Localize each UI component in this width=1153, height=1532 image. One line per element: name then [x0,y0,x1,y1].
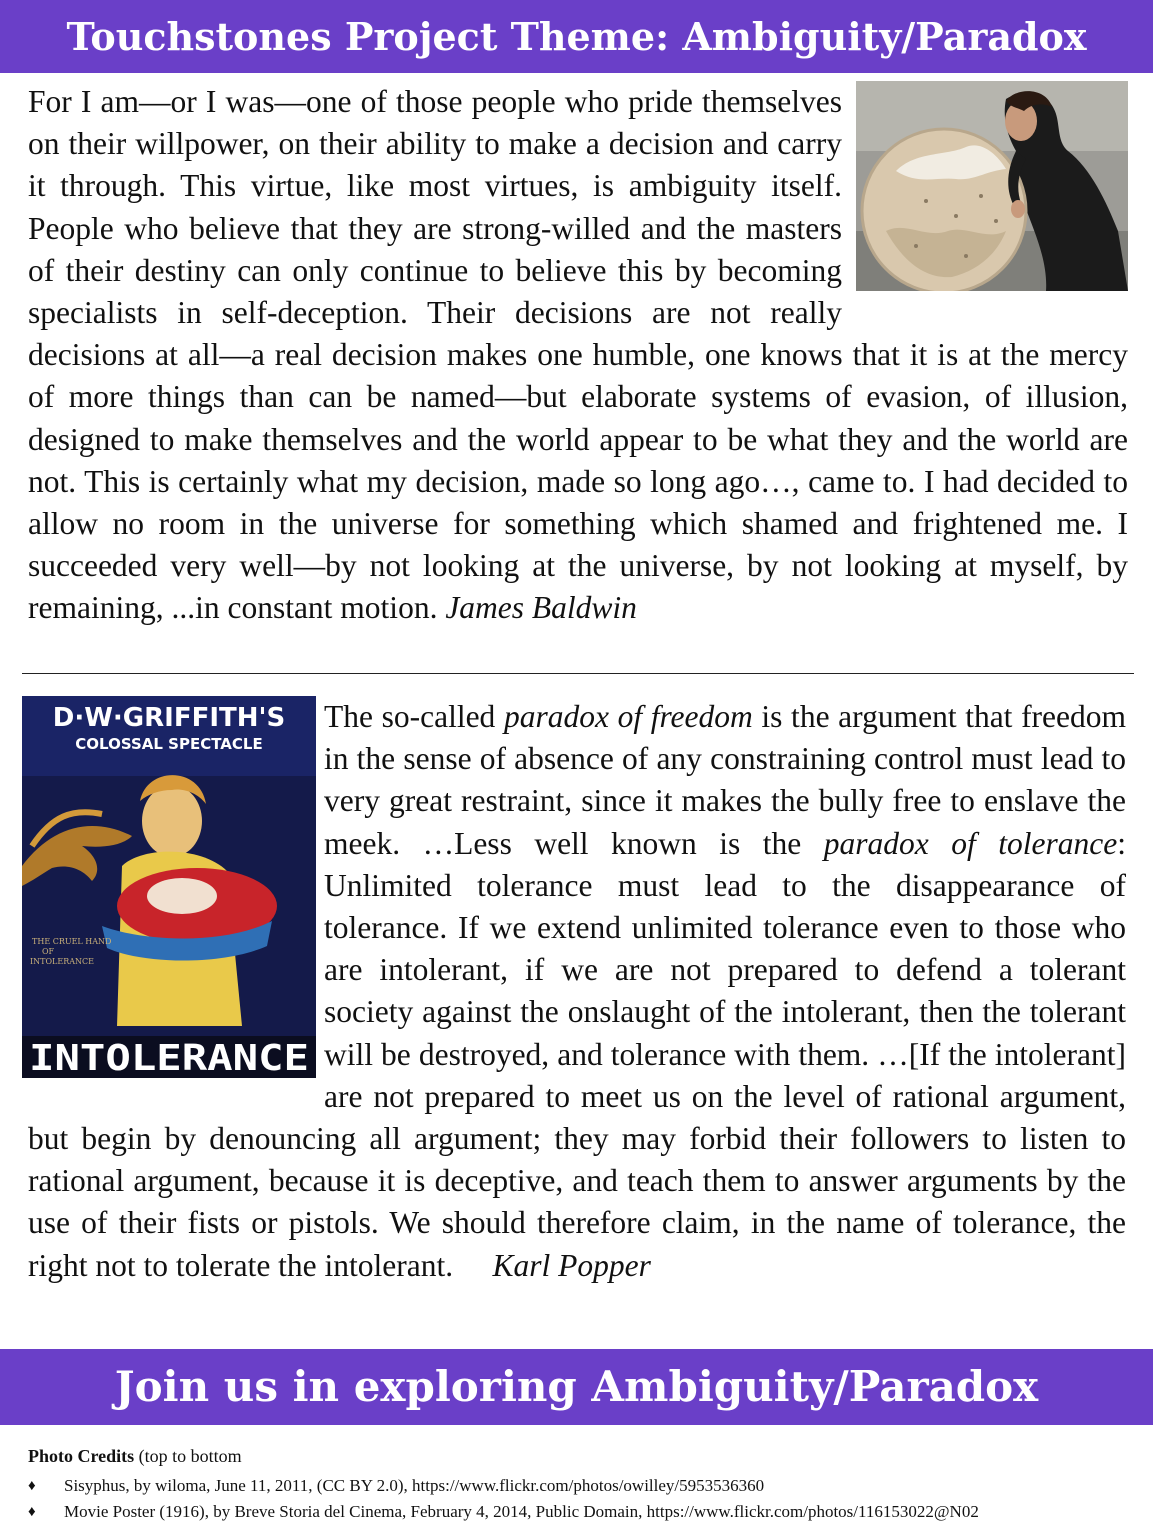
poster-small3: INTOLERANCE [30,957,94,966]
baldwin-author: James Baldwin [445,590,637,626]
popper-text-part1: The so-called [324,699,504,734]
photo-credits-heading-bold: Photo Credits [28,1446,135,1466]
credit-text: Movie Poster (1916), by Breve Storia del Cinema, February 4, 2014, Public Domain, https://www.flickr.com/photos/116153022@N02 [64,1502,979,1521]
paradox-of-freedom-term: paradox of freedom [503,699,753,734]
photo-credits-list [28,1473,1128,1525]
woman-pushing-stone-sphere-photo [856,81,1128,291]
list-item [28,1499,1128,1525]
sisyphus-photo [856,81,1128,302]
list-item [28,1473,1128,1499]
intolerance-movie-poster-image [22,696,316,1078]
poster-title: INTOLERANCE [29,1038,309,1078]
paradox-of-tolerance-term: paradox of tolerance [823,825,1118,861]
popper-text-part3: : Unlimited tolerance must lead to the disappearance of tolerance. If we extend unlimited tolerance even to those who are intolerant, if we are not prepared to defend a tolerant society against the onslaught of the intolerant, then the tolerant will be destroyed, and tolerance with them. …[If the intolerant] are not prepared to meet us on the level of rational argument, but begin by denouncing all argument; they may forbid their followers to listen to rational argument, because it is deceptive, and teach them to answer arguments by the use of their fists or pistols. We should therefore claim, in the name of tolerance, the right not to tolerate the intolerant. [28,825,1126,1283]
poster-line2: COLOSSAL SPECTACLE [75,735,263,753]
footer-banner [0,1349,1153,1425]
popper-text-part2: is the argument that freedom in the sense of absence of any constraining control must lead to very great restraint, since it makes the bully free to enslave the meek. …Less well known is the [324,699,1127,861]
page-title: Touchstones Project Theme: Ambiguity/Paradox [66,14,1087,59]
intolerance-poster [22,696,316,1089]
popper-quote [28,696,1126,1287]
poster-small2: OF [42,947,55,956]
header-banner [0,0,1153,73]
baldwin-quote-text: For I am—or I was—one of those people who pride themselves on their willpower, on their ability to make a decision and carry it through. This virtue, like most virtues, is ambiguity itself. People who believe that they are strong-willed and the masters of their destiny can only continue to believe this by becoming specialists in self-deception. Their decisions are not really decisions at all—a real decision makes one humble, one knows that it is at the mercy of more things than can be named—but elaborate systems of evasion, of illusion, designed to make themselves and the world appear to be what they and the world are not. This is certainly what my decision, made so long ago…, came to. I had decided to allow no room in the universe for something which shamed and frightened me. I succeeded very well—by not looking at the universe, by not looking at myself, by remaining, ...in constant motion. [28,84,1128,626]
diamond-bullet-icon: ♦ [28,1478,36,1494]
photo-credits-heading-rest: (top to bottom [134,1446,242,1466]
baldwin-quote [28,81,1128,630]
photo-credits-heading [28,1446,1128,1467]
credit-text: Sisyphus, by wiloma, June 11, 2011, (CC BY 2.0), https://www.flickr.com/photos/owilley/5953536360 [64,1476,765,1495]
footer-banner-text: Join us in exploring Ambiguity/Paradox [114,1362,1039,1411]
popper-author: Karl Popper [492,1247,651,1283]
poster-line1: D·W·GRIFFITH'S [52,703,286,733]
poster-small1: THE CRUEL HAND [32,937,112,946]
section-divider [22,673,1134,674]
photo-credits [28,1446,1128,1525]
diamond-bullet-icon: ♦ [28,1504,36,1520]
